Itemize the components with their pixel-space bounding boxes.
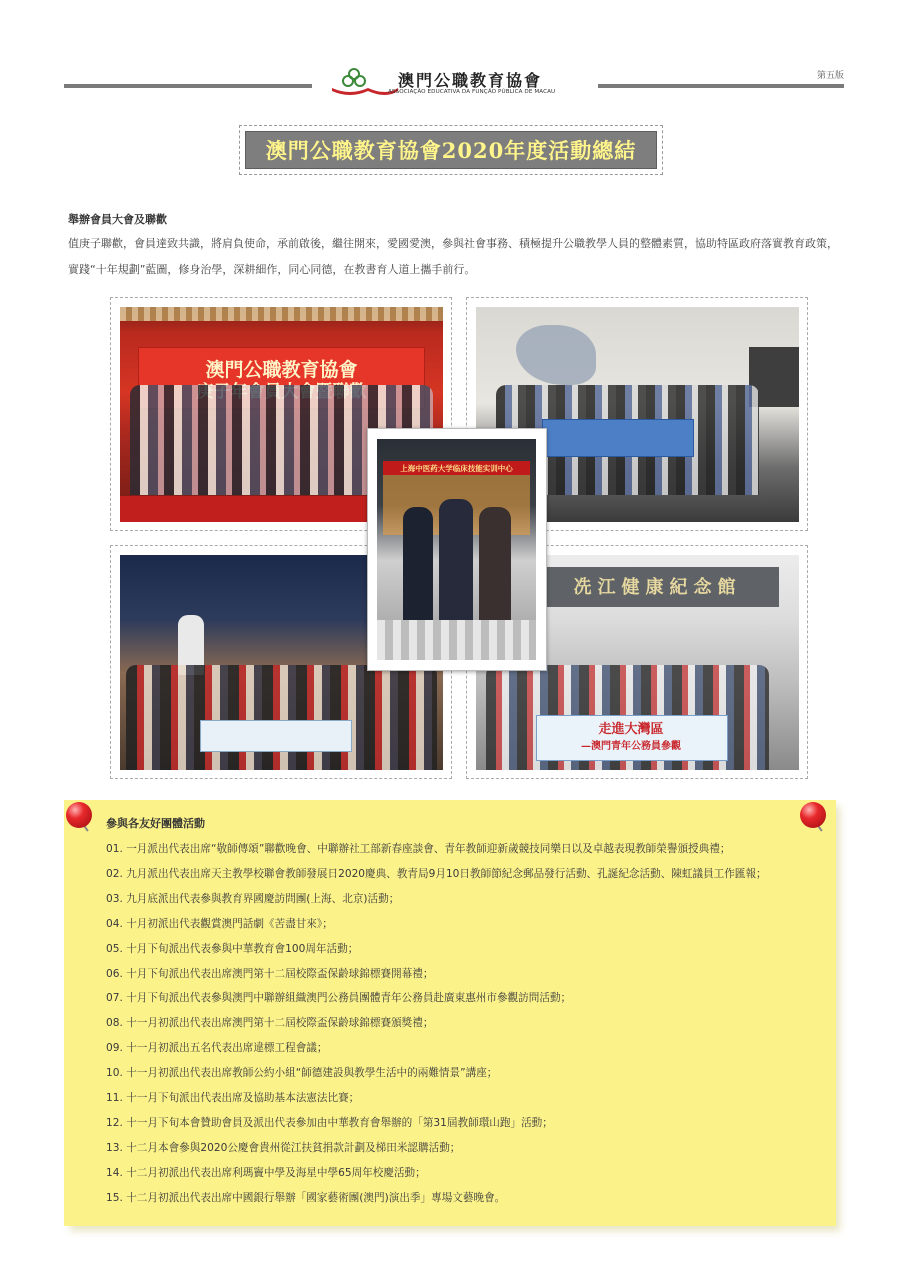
photo-shanghai-visit [377,439,536,660]
list-item: 01. 一月派出代表出席“敬師傳頌”聯歡晚會、中聯辦社工部新春座談會、青年教師迎新歲競技同樂日以及卓越表現教師榮譽頒授典禮； [106,843,731,855]
header-rule-right [598,84,844,88]
title-frame [239,125,663,175]
section-paragraph-general-meeting: 值庚子聯歡，會員達致共識，將肩負使命，承前啟後，繼往開來，愛國愛澳，參與社會事務、積極提升公職教學人員的整體素質，協助特區政府落實教育政策，實踐“十年規劃”藍圖，修身治學，深耕細作，同心同德，在教書育人道上攜手前行。 [68,237,838,276]
title-box [245,131,657,169]
list-item: 14. 十二月初派出代表出席利瑪竇中學及海星中學65周年校慶活動； [106,1166,426,1179]
list-item: 09. 十一月初派出五名代表出席違標工程會議； [106,1042,328,1055]
list-item: 02. 九月派出代表出席天主教學校聯會教師發展日2020慶典、教青局9月10日教師節紀念郵品發行活動、孔誕紀念活動、陳虹議員工作匯報； [106,867,767,880]
list-item: 06. 十月下旬派出代表出席澳門第十二屆校際盃保齡球錦標賽開幕禮； [106,967,434,980]
section-heading-general-meeting: 舉辦會員大會及聯歡 [68,213,167,226]
list-item: 08. 十一月初派出代表出席澳門第十二屆校際盃保齡球錦標賽頒獎禮； [106,1017,434,1030]
pushpin-left-icon [66,802,92,828]
org-name-chinese: 澳門公職教育協會 [398,71,543,90]
section-heading-activities: 參與各友好團體活動 [106,817,205,830]
list-item: 05. 十月下旬派出代表參與中華教育會100周年活動； [106,942,359,955]
list-item: 03. 九月底派出代表參與教育界國慶訪問團(上海、北京)活動； [106,892,400,905]
org-name-portuguese: ASSOCIAÇÃO EDUCATIVA DA FUNÇÃO PÚBLICA DE MACAU [388,89,556,95]
memorial-banner-line1: 走進大灣區 [598,722,664,737]
page-title: 澳門公職教育協會2020年度活動總結 [265,138,637,163]
pushpin-right-icon [800,802,826,828]
list-item: 04. 十月初派出代表觀賞澳門話劇《苦盡甘來》； [106,917,333,930]
list-item: 11. 十一月下旬派出代表出席及協助基本法憲法比賽； [106,1092,360,1105]
photo-frame-center [367,428,547,671]
list-item: 15. 十二月初派出代表出席中國銀行舉辦「國家藝術團(澳門)演出季」專場文藝晚會。 [106,1191,506,1204]
shanghai-sign-text: 上海中医药大学临床技能实训中心 [400,464,513,473]
page-number: 第五版 [816,71,844,81]
list-item: 07. 十月下旬派出代表參與澳門中聯辦組織澳門公務員團體青年公務員赴廣東惠州市參觀訪問活動； [106,992,572,1005]
header-rule-left [64,84,312,88]
list-item: 10. 十一月初派出代表出席教師公約小組“師德建設與教學生活中的兩難情景”講座； [106,1067,498,1080]
banner-text-line1: 澳門公職教育協會 [205,359,358,381]
list-item: 13. 十二月本會參與2020公慶會貴州從江扶貧捐款計劃及梯田米認購活動； [106,1141,461,1154]
activities-list [106,837,826,1211]
memorial-banner-line2: —澳門青年公務員參觀 [581,741,681,752]
memorial-building-sign: 冼江健康紀念館 [573,577,742,598]
list-item: 12. 十一月下旬本會贊助會員及派出代表參加由中華教育會舉辦的「第31屆教師環山跑」活動； [106,1116,553,1129]
